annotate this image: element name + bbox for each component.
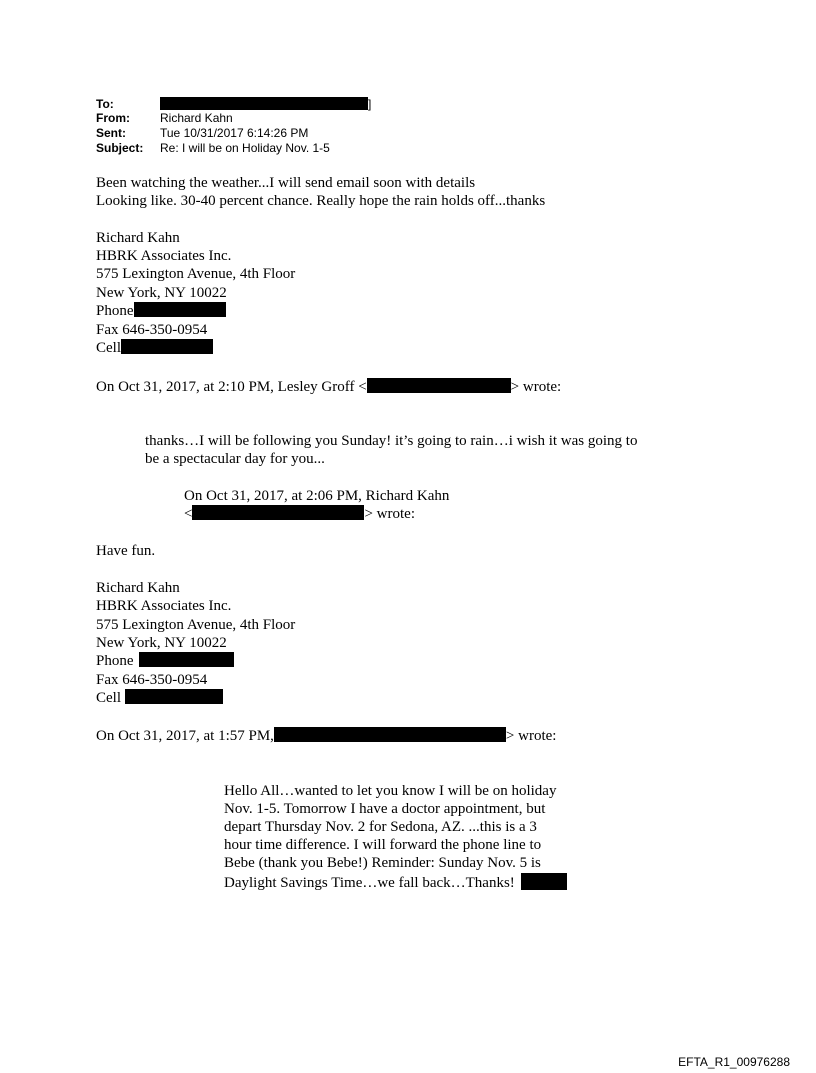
subject-label: Subject: [96,141,144,155]
body-line-2: Looking like. 30-40 percent chance. Really hope the rain holds off...thanks [96,193,546,209]
quote3-prefix: On Oct 31, 2017, at 1:57 PM, [96,728,274,744]
have-fun: Have fun. [96,543,156,559]
sig2-cell-label: Cell [96,690,121,706]
sig2-cell-row [96,689,223,707]
redaction-sig2-cell [125,689,223,704]
sig2-address1: 575 Lexington Avenue, 4th Floor [96,617,296,633]
sig1-cell-label: Cell [96,340,121,356]
to-label: To: [96,97,114,111]
sig2-company: HBRK Associates Inc. [96,598,232,614]
original-line-6-text: Daylight Savings Time…we fall back…Thanks! [224,875,515,891]
document-id: EFTA_R1_00976288 [678,1055,790,1069]
sig1-address2: New York, NY 10022 [96,285,227,301]
from-value: Richard Kahn [160,111,233,125]
quote2-prefix: < [184,506,193,522]
quote2-line-2 [184,505,415,523]
quote3-suffix: > wrote: [505,728,557,744]
sig1-fax: Fax 646-350-0954 [96,322,208,338]
sig2-fax: Fax 646-350-0954 [96,672,208,688]
sig1-phone-row [96,302,226,320]
header-subject-row [96,142,330,155]
redaction-quote1-email [367,378,511,393]
header-sent-row [96,127,308,140]
quote3-line [96,727,556,745]
redaction-sig1-phone [134,302,226,317]
from-label: From: [96,111,130,125]
quote1-line [96,378,561,396]
to-suffix: ] [368,97,372,111]
sig2-address2: New York, NY 10022 [96,635,227,651]
quote2-line-1: On Oct 31, 2017, at 2:06 PM, Richard Kahn [184,488,450,504]
quote2-suffix: > wrote: [364,506,415,522]
body-line-1: Been watching the weather...I will send email soon with details [96,175,476,191]
quote1-suffix: > wrote: [510,379,562,395]
redaction-quote3-email [274,727,506,742]
redaction-original-signoff [521,873,567,890]
header-from-row [96,112,233,125]
quote1-prefix: On Oct 31, 2017, at 2:10 PM, Lesley Groff < [96,379,367,395]
sig1-cell-row [96,339,213,357]
original-line-5: Bebe (thank you Bebe!) Reminder: Sunday Nov. 5 is [224,855,541,871]
original-line-2: Nov. 1-5. Tomorrow I have a doctor appointment, but [224,801,546,817]
sig1-phone-label: Phone [96,303,134,319]
redaction-sig2-phone [139,652,234,667]
sig1-name: Richard Kahn [96,230,180,246]
sent-label: Sent: [96,126,126,140]
original-line-6 [224,873,567,892]
sig2-phone-row [96,652,234,670]
sig2-name: Richard Kahn [96,580,180,596]
redaction-to [160,97,368,110]
sent-value: Tue 10/31/2017 6:14:26 PM [160,126,309,140]
redaction-sig1-cell [121,339,213,354]
sig1-address1: 575 Lexington Avenue, 4th Floor [96,266,296,282]
header-to-row [96,97,371,111]
reply1-line-2: be a spectacular day for you... [145,451,325,467]
original-line-4: hour time difference. I will forward the phone line to [224,837,542,853]
original-line-1: Hello All…wanted to let you know I will be on holiday [224,783,557,799]
original-line-3: depart Thursday Nov. 2 for Sedona, AZ. ...this is a 3 [224,819,537,835]
redaction-quote2-email [192,505,364,520]
sig1-company: HBRK Associates Inc. [96,248,232,264]
sig2-phone-label: Phone [96,653,134,669]
subject-value: Re: I will be on Holiday Nov. 1-5 [160,141,330,155]
reply1-line-1: thanks…I will be following you Sunday! it’s going to rain…i wish it was going to [145,433,638,449]
